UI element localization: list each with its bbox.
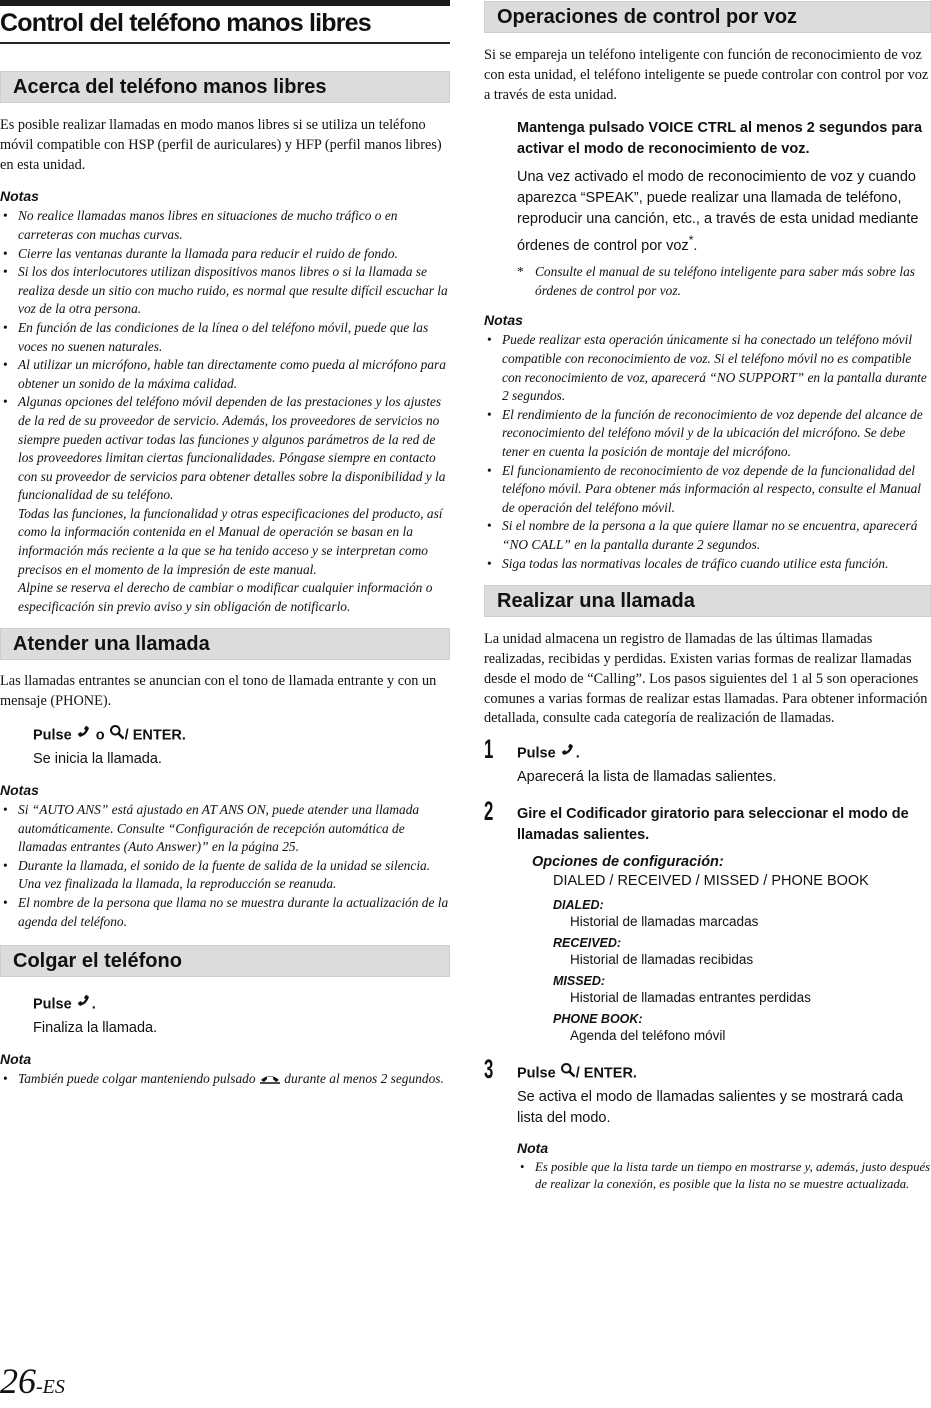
note-text: También puede colgar manteniendo pulsado: [18, 1071, 256, 1087]
section-heading-realizar: Realizar una llamada: [484, 585, 931, 617]
list-item: • Si “AUTO ANS” está ajustado en AT ANS ON, puede atender una llamada automáticamente. Consulte “Configuración de recepción automática de llamadas entrantes (Auto Answer)” en la página 25.: [0, 801, 450, 857]
page-number: [0, 1362, 65, 1408]
note-paragraph: • Algunas opciones del teléfono móvil dependen de las prestaciones y los ajustes de la red de su proveedor de servicio. Además, los proveedores de servicios no siempre pueden activar todas las funciones y algunos parámetros de la red de los proveedores limitan ciertas funcionalidades. Póngase siempre en contacto con su proveedor de servicios para obtener detalles sobre la disponibilidad y la funcionalidad de su teléfono.: [18, 394, 446, 503]
enter-key-label: / ENTER: [124, 727, 182, 744]
list-item: • No realice llamadas manos libres en situaciones de mucho tráfico o en carreteras con muchas curvas.: [0, 207, 450, 244]
list-item: • Si los dos interlocutores utilizan dispositivos manos libres o si la llamada se realiza desde un sitio con mucho ruido, es normal que resulte difícil escuchar la voz de la otra persona.: [0, 263, 450, 319]
options-block: [517, 854, 931, 1045]
list-item: • Puede realizar esta operación únicamente si ha conectado un teléfono móvil compatible con reconocimiento de voz. Si el teléfono móvil no es compatible con reconocimiento de voz, aparecerá “NO SUPPORT” en la pantalla durante 2 segundos.: [484, 331, 931, 405]
left-column: [0, 0, 450, 1090]
list-item: • Siga todas las normativas locales de tráfico cuando utilice esta función.: [484, 555, 931, 574]
step-verb: Pulse: [33, 996, 72, 1013]
option-term: RECEIVED:: [553, 936, 622, 951]
section-heading-acerca: Acerca del teléfono manos libres: [0, 71, 450, 103]
section-heading-voz: Operaciones de control por voz: [484, 1, 931, 33]
list-item: • Al utilizar un micrófono, hable tan directamente como pueda al micrófono para obtener un sonido de la máxima calidad.: [0, 356, 450, 393]
note-paragraph: Todas las funciones, la funcionalidad y otras especificaciones del producto, así como la información contenida en el Manual de operación se basan en la información más reciente a la que se ha tenido acceso y se interpretan como precisos en el momento de la impresión de este manual.: [18, 505, 443, 577]
option-description: Historial de llamadas recibidas: [570, 952, 754, 968]
option-description: Agenda del teléfono móvil: [570, 1028, 726, 1044]
detail-period: .: [693, 238, 698, 255]
colgar-note-list: [0, 1070, 450, 1090]
option-description: Historial de llamadas entrantes perdidas: [570, 990, 811, 1006]
list-item: • En función de las condiciones de la línea o del teléfono móvil, puede que las voces no suenen naturales.: [0, 319, 450, 356]
options-content: [532, 871, 931, 1045]
step-conjunction: o: [95, 727, 105, 744]
list-item: • Durante la llamada, el sonido de la fuente de salida de la unidad se silencia. Una vez finalizada la llamada, la reproducción se reanuda.: [0, 857, 450, 894]
right-column: [484, 0, 931, 1193]
options-line: DIALED / RECEIVED / MISSED / PHONE BOOK: [553, 873, 869, 890]
step-period: .: [181, 727, 186, 744]
phone-icon: [560, 742, 576, 765]
realizar-intro: La unidad almacena un registro de llamadas de las últimas llamadas realizadas, recibidas y perdidas. Existen varias formas de realizar llamadas desde el modo de “Calling”. Los pasos siguientes del 1 al 5 son operaciones comunes a varias formas de realizar estas llamadas. Para obtener información detallada, consulte cada categoría de realización de llamadas.: [484, 631, 928, 727]
list-item: • Cierre las ventanas durante la llamada para reducir el ruido de fondo.: [0, 245, 450, 264]
step-verb: Pulse: [517, 1065, 556, 1082]
atender-notes-title: Notas: [0, 782, 39, 799]
list-item: • El nombre de la persona que llama no se muestra durante la actualización de la agenda del teléfono.: [0, 894, 450, 931]
step-number: 3: [484, 1054, 494, 1085]
colgar-result: Finaliza la llamada.: [33, 1020, 158, 1037]
atender-result: Se inicia la llamada.: [33, 751, 162, 768]
section-heading-colgar: Colgar el teléfono: [0, 945, 450, 977]
voz-footnote: [517, 263, 931, 300]
acerca-notes-title: Notas: [0, 188, 39, 205]
option-term: PHONE BOOK:: [553, 1012, 643, 1027]
rotary-encoder-label: Codificador giratorio: [566, 806, 710, 823]
voz-notes-title: Notas: [484, 312, 523, 329]
list-item: • Es posible que la lista tarde un tiempo en mostrarse y, además, justo después de realizar la conexión, es posible que la lista no se muestre actualizada.: [517, 1159, 931, 1193]
list-item: • El funcionamiento de reconocimiento de voz depende de la funcionalidad del teléfono móvil. Para obtener más información al respecto, consulte el Manual de operación del teléfono móvil.: [484, 462, 931, 518]
page-language-suffix: -ES: [36, 1376, 65, 1398]
step-1-result: Aparecerá la lista de llamadas salientes.: [517, 769, 777, 786]
step-2-instruction: [517, 801, 931, 846]
option-item: [553, 1011, 931, 1045]
phone-icon: [76, 724, 92, 747]
page-number-value: 26: [0, 1361, 36, 1401]
list-item: [0, 393, 450, 616]
page-title: Control del teléfono manos libres: [0, 8, 450, 44]
step-verb: Pulse: [33, 727, 72, 744]
note-paragraph: Alpine se reserva el derecho de cambiar o modificar cualquier información o especificación sin previo aviso y sin obligación de notificarlo.: [18, 580, 433, 614]
list-item: [0, 1070, 450, 1090]
title-top-rule: [0, 0, 450, 6]
colgar-step: [0, 993, 450, 1016]
step-3-note-title: Nota: [517, 1140, 549, 1157]
options-title: Opciones de configuración:: [532, 854, 724, 871]
section-heading-atender: Atender una llamada: [0, 628, 450, 660]
option-term: MISSED:: [553, 974, 606, 989]
step-period: .: [91, 996, 96, 1013]
step-3-instruction: [517, 1059, 931, 1085]
list-item: • El rendimiento de la función de reconocimiento de voz depende del alcance de reconocimiento del teléfono móvil y de la ubicación del micrófono. Se debe tener en cuenta la posición de montaje del micrófono.: [484, 406, 931, 462]
note-text: durante al menos 2 segundos.: [284, 1071, 444, 1087]
footnote-text: Consulte el manual de su teléfono inteligente para saber más sobre las órdenes de control por voz.: [535, 264, 915, 298]
step-3-result: Se activa el modo de llamadas salientes y se mostrará cada lista del modo.: [517, 1089, 904, 1127]
instruction-text: para seleccionar el modo de llamadas salientes.: [517, 806, 909, 844]
option-item: [553, 973, 931, 1007]
step-1: [484, 734, 931, 788]
atender-notes-list: [0, 801, 450, 931]
step-number: 1: [484, 734, 494, 765]
option-description: Historial de llamadas marcadas: [570, 914, 759, 930]
voz-step-detail: [484, 167, 931, 257]
voz-intro: Si se empareja un teléfono inteligente con función de reconocimiento de voz con esta unidad, el teléfono inteligente se puede controlar con control por voz a través de esta unidad.: [484, 47, 929, 103]
voz-notes-list: [484, 331, 931, 573]
search-icon: [109, 724, 125, 747]
instruction-text: Gire el: [517, 806, 563, 823]
footnote-mark: *: [517, 264, 524, 280]
atender-intro: Las llamadas entrantes se anuncian con el tono de llamada entrante y con un mensaje (PHONE).: [0, 673, 437, 710]
step-3-note-list: [517, 1159, 931, 1193]
voz-step-instruction: Mantenga pulsado VOICE CTRL al menos 2 segundos para activar el modo de reconocimiento de voz.: [517, 120, 923, 158]
step-2: [484, 796, 931, 1045]
step-verb: Pulse: [517, 745, 556, 762]
hang-up-icon: [259, 1070, 281, 1090]
option-term: DIALED:: [553, 898, 604, 913]
search-icon: [560, 1062, 576, 1085]
colgar-note-title: Nota: [0, 1051, 32, 1068]
phone-icon: [76, 993, 92, 1016]
list-item: • Si el nombre de la persona a la que quiere llamar no se encuentra, aparecerá “NO CALL” en la pantalla durante 2 segundos.: [484, 517, 931, 554]
option-item: [553, 897, 931, 931]
acerca-notes-list: [0, 207, 450, 616]
acerca-intro: Es posible realizar llamadas en modo manos libres si se utiliza un teléfono móvil compatible con HSP (perfil de auriculares) y HFP (perfil manos libres) en esta unidad.: [0, 117, 442, 173]
step-number: 2: [484, 796, 494, 827]
step-period: .: [575, 745, 580, 762]
step-3: [484, 1054, 931, 1193]
detail-text: Una vez activado el modo de reconocimiento de voz y cuando aparezca “SPEAK”, puede realizar una llamada de teléfono, reproducir una canción, etc., a través de esta unidad mediante órdenes de control por voz: [517, 169, 919, 255]
enter-key-label: / ENTER: [575, 1065, 633, 1082]
atender-step: [0, 724, 450, 747]
option-item: [553, 935, 931, 969]
step-1-instruction: [517, 739, 931, 765]
footnote-reference: *: [688, 233, 694, 248]
step-period: .: [632, 1065, 637, 1082]
